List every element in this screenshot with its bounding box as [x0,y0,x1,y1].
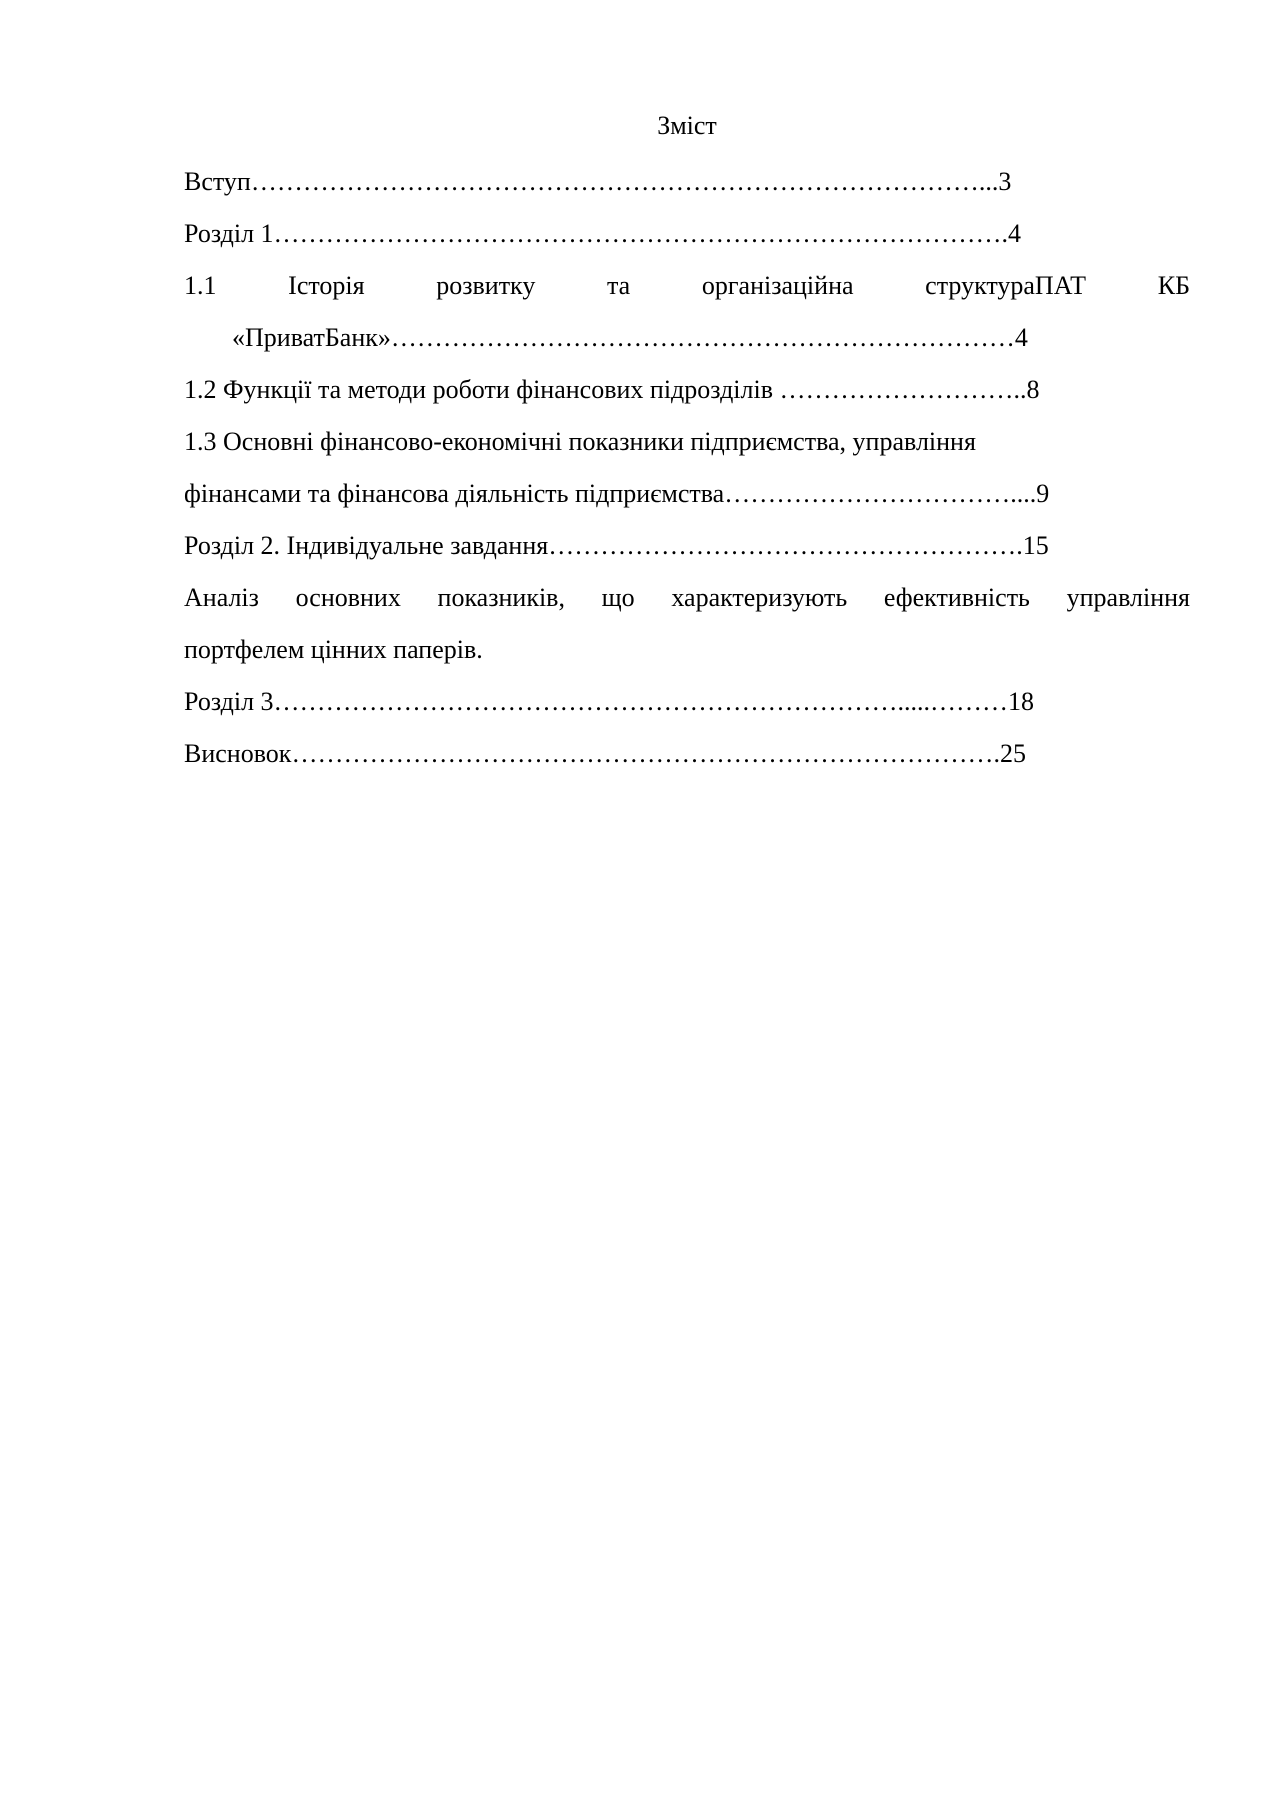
toc-entry-analysis-line-2: портфелем цінних паперів. [184,635,483,664]
toc-entry-1-1-line-1: 1.1 Історія розвитку та організаційна структураПАТ КБ [184,271,1190,300]
toc-entry-1-3-line-2: фінансами та фінансова діяльність підприємства……………………………....9 [184,479,1050,508]
table-of-contents [184,104,1190,780]
toc-entry-chapter-3: Розділ 3……………………………………………………………….....………18 [184,687,1035,716]
toc-entry-1-1-line-2: «ПриватБанк»………………………………………………………………4 [232,323,1028,352]
toc-entry-chapter-2: Розділ 2. Індивідуальне завдання……………………………………………….15 [184,531,1049,560]
toc-entry-conclusion: Висновок……………………………………………………………………….25 [184,739,1026,768]
toc-entry-chapter-1: Розділ 1………………………………………………………………………….4 [184,219,1022,248]
toc-entry-1-3-line-1: 1.3 Основні фінансово-економічні показники підприємства, управління [184,427,976,456]
toc-entry-analysis-line-1: Аналіз основних показників, що характеризують ефективність управління [184,583,1190,612]
toc-title: Зміст [657,111,717,140]
toc-entry-1-2: 1.2 Функції та методи роботи фінансових підрозділів ………………………..8 [184,375,1040,404]
toc-entry-intro: Вступ…………………………………………………………………………...3 [184,167,1012,196]
